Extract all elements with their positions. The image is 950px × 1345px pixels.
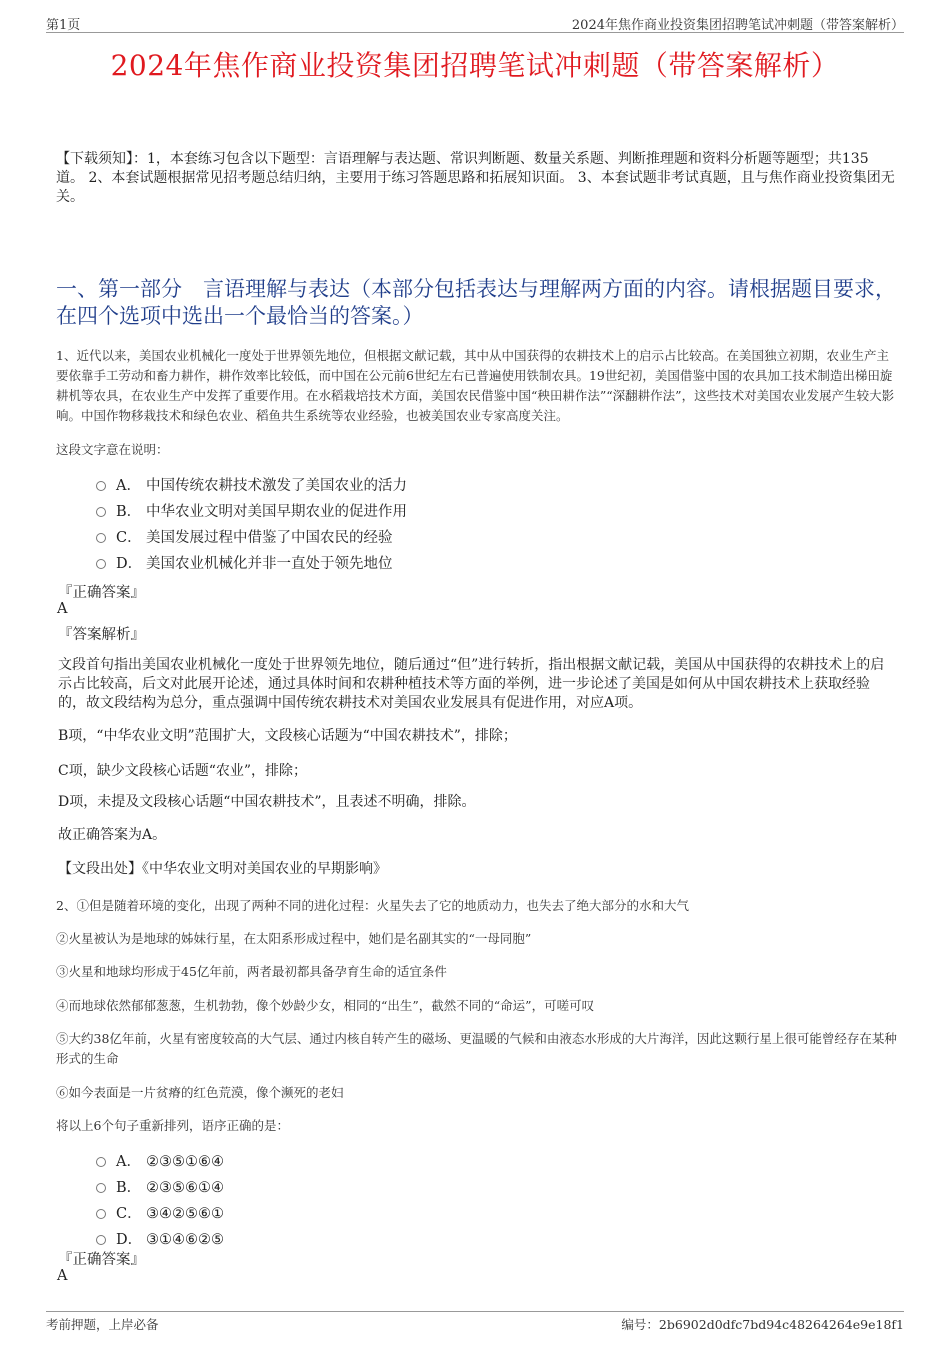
footer-code: 编号：2b6902d0dfc7bd94c48264264e9e18f1: [621, 1317, 904, 1332]
radio-icon[interactable]: [96, 1183, 106, 1193]
analysis-option-b: B项，“中华农业文明”范围扩大，文段核心话题为“中国农耕技术”，排除；: [58, 728, 517, 744]
radio-icon[interactable]: [96, 559, 106, 569]
analysis-conclusion: 故正确答案为A。: [58, 827, 167, 843]
option-d[interactable]: D． ③①④⑥②⑤: [96, 1227, 224, 1253]
radio-icon[interactable]: [96, 507, 106, 517]
page-number: 第1页: [46, 18, 81, 33]
radio-icon[interactable]: [96, 1157, 106, 1167]
question-2-sentence-1: 2、①但是随着环境的变化，出现了两种不同的进化过程：火星失去了它的地质动力，也失去了绝大部分的水和大气: [56, 898, 689, 913]
correct-answer: A: [57, 1268, 68, 1284]
option-c[interactable]: C． 美国发展过程中借鉴了中国农民的经验: [96, 525, 407, 551]
analysis-option-c: C项，缺少文段核心话题“农业”，排除；: [58, 763, 308, 779]
radio-icon[interactable]: [96, 1235, 106, 1245]
question-2-sentence-4: ④而地球依然郁郁葱葱，生机勃勃，像个妙龄少女，相同的“出生”，截然不同的“命运”，可嗟可叹: [56, 998, 595, 1013]
footer-slogan: 考前押题，上岸必备: [46, 1317, 159, 1332]
question-2-sentence-5: ⑤大约38亿年前，火星有密度较高的大气层、通过内核自转产生的磁场、更温暖的气候和由液态水形成的大片海洋，因此这颗行星上很可能曾经存在某种形式的生命: [56, 1031, 897, 1066]
page-footer: [46, 1311, 904, 1336]
radio-icon[interactable]: [96, 533, 106, 543]
question-2-sentence-6: ⑥如今表面是一片贫瘠的红色荒漠，像个濒死的老妇: [56, 1085, 344, 1100]
option-a[interactable]: A． ②③⑤①⑥④: [96, 1149, 224, 1175]
option-d[interactable]: D． 美国农业机械化并非一直处于领先地位: [96, 551, 407, 577]
option-b[interactable]: B． 中华农业文明对美国早期农业的促进作用: [96, 499, 407, 525]
header-doc-title: 2024年焦作商业投资集团招聘笔试冲刺题（带答案解析）: [571, 18, 904, 33]
question-2-options: [96, 1149, 224, 1253]
question-1-options: [96, 473, 407, 577]
analysis-label: 『答案解析』: [58, 627, 145, 643]
question-2-sentence-2: ②火星被认为是地球的姊妹行星，在太阳系形成过程中，她们是名副其实的“一母同胞”: [56, 931, 532, 946]
analysis-paragraph: 文段首句指出美国农业机械化一度处于世界领先地位，随后通过“但”进行转折，指出根据文献记载，美国从中国获得的农耕技术上的启示占比较高，后文对此展开论述，通过具体时间和农耕种植技术等方面的举例，进一步论述了美国是如何从中国农耕技术上获取经验的，故文段结构为总分，重点强调中国传统农耕技术对美国农业发展具有促进作用，对应A项。: [58, 657, 885, 711]
question-2-prompt: 将以上6个句子重新排列，语序正确的是：: [56, 1118, 289, 1133]
page-header: [46, 12, 904, 33]
question-1-text: 1、近代以来，美国农业机械化一度处于世界领先地位，但根据文献记载，其中从中国获得的农耕技术上的启示占比较高。在美国独立初期，农业生产主要依靠手工劳动和畜力耕作，耕作效率比较低，而中国在公元前6世纪左右已普遍使用铁制农具。19世纪初，美国借鉴中国的农具加工技术制造出梯田旋耕机等农具，在农业生产中发挥了重要作用。在水稻栽培技术方面，美国农民借鉴中国“秧田耕作法”“深翻耕作法”，这些技术对美国农业发展产生较大影响。中国作物移栽技术和绿色农业、稻鱼共生系统等农业经验，也被美国农业专家高度关注。: [56, 348, 895, 423]
download-notice: 【下载须知】：1，本套练习包含以下题型：言语理解与表达题、常识判断题、数量关系题、判断推理题和资料分析题等题型；共135道。 2、本套试题根据常见招考题总结归纳，主要用于练习答题思路和拓展知识面。 3、本套试题非考试真题，且与焦作商业投资集团无关。: [56, 151, 895, 205]
correct-answer-label: 『正确答案』: [58, 1252, 145, 1268]
option-b[interactable]: B． ②③⑤⑥①④: [96, 1175, 224, 1201]
radio-icon[interactable]: [96, 1209, 106, 1219]
option-a[interactable]: A． 中国传统农耕技术激发了美国农业的活力: [96, 473, 407, 499]
question-2-sentence-3: ③火星和地球均形成于45亿年前，两者最初都具备孕育生命的适宜条件: [56, 964, 447, 979]
option-c[interactable]: C． ③④②⑤⑥①: [96, 1201, 224, 1227]
analysis-option-d: D项，未提及文段核心话题“中国农耕技术”，且表述不明确，排除。: [58, 794, 476, 810]
document-title: 2024年焦作商业投资集团招聘笔试冲刺题（带答案解析）: [110, 49, 840, 82]
question-1-prompt: 这段文字意在说明：: [56, 442, 169, 457]
correct-answer-label: 『正确答案』: [58, 585, 145, 601]
radio-icon[interactable]: [96, 481, 106, 491]
correct-answer: A: [57, 601, 68, 617]
analysis-source: 【文段出处】《中华农业文明对美国农业的早期影响》: [58, 861, 387, 877]
section-heading: 一、第一部分 言语理解与表达（本部分包括表达与理解两方面的内容。请根据题目要求，在四个选项中选出一个最恰当的答案。）: [56, 277, 896, 328]
